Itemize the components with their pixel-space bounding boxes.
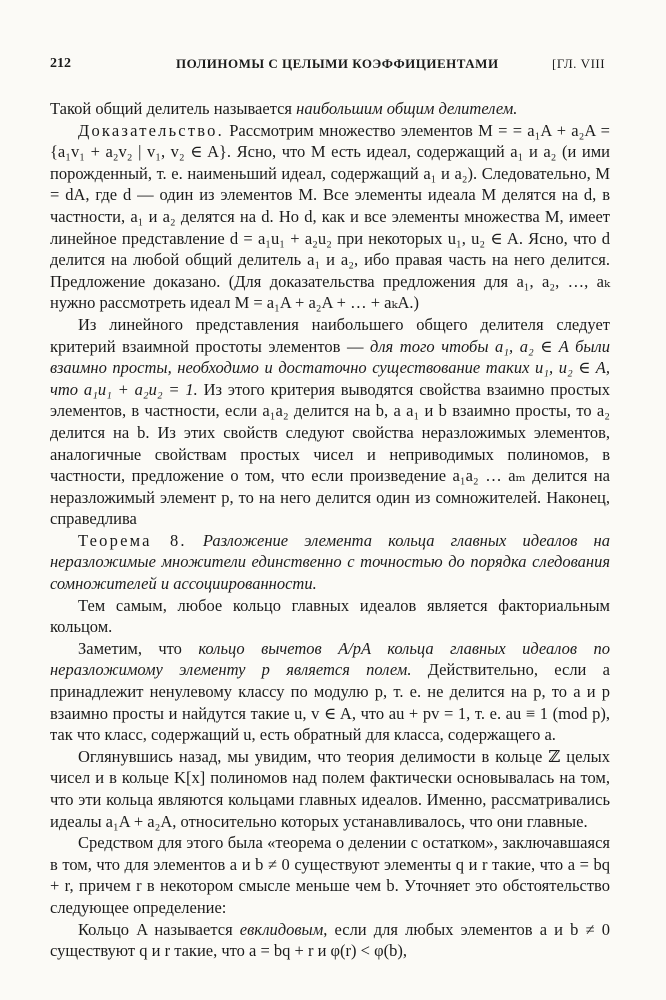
page-header [0,56,666,80]
text-span: Тем самым, любое кольцо главных идеалов является факториальным кольцом. [50,595,610,637]
paragraph [50,314,610,530]
text-span: Рассмотрим множество элементов M = = a₁A + a₂A = {a₁v₁ + a₂v₂ | v₁, v₂ ∈ A}. Ясно, что M есть идеал, содержащий a₁ и a₂ (и ими порожденный, т. е. наименьший идеал, содержащий a₁ и a₂). Следовательно, M = dA, где d — один из элементов M. Все элементы идеала M делятся на d, в частности, a₁ и a₂ делятся на d. Но d, как и все элементы множества M, имеет линейное представление d = a₁u₁ + a₂u₂ при некоторых u₁, u₂ ∈ A. Ясно, что d делится на любой общий делитель a₁ и a₂, ибо правая часть на него делится. Предложение доказано. (Для доказательства предложения для a₁, a₂, …, aₖ нужно рассмотреть идеал M = a₁A + a₂A + … + aₖA.) [50,120,610,313]
text-span-italic: кольцо вычетов A/pA кольца главных идеалов по неразложимому элементу p является полем. [50,638,610,680]
theorem-text: Разложение элемента кольца главных идеалов на неразложимые множители единственно с точностью до порядка следования сомножителей и ассоциированности. [50,530,610,594]
text-span: Оглянувшись назад, мы увидим, что теория делимости в кольце ℤ целых чисел и в кольце K[x] полиномов над полем фактически основывалась на том, что эти кольца являются кольцами главных идеалов. Именно, рассматривались идеалы a₁A + a₂A, относительно которых устанавливалось, что они главные. [50,746,610,831]
text-span: Такой общий делитель называется [50,99,297,118]
paragraph [50,746,610,832]
text-span: Кольцо A называется [78,919,240,939]
text-span-italic: для того чтобы a₁, a₂ ∈ A были взаимно просты, необходимо и достаточно существование таких u₁, u₂ ∈ A, что a₁u₁ + a₂u₂ = 1. [50,336,610,399]
text-span: Средством для этого была «теорема о делении с остатком», заключавшаяся в том, что для элементов a и b ≠ 0 существуют элементы q и r такие, что a = bq + r, причем r в некотором смысле меньше чем b. Уточняет это обстоятельство следующее определение: [50,833,610,917]
chapter-label: [ГЛ. VIII [552,56,606,71]
paragraph [50,595,610,638]
text-span-italic: евклидовым [239,919,324,939]
paragraph [50,832,610,918]
paragraph [50,919,610,962]
text-span: Из этого критерия выводятся свойства взаимно простых элементов, в частности, если a₁a₂ делится на b, а a₁ и b взаимно просты, то a₂ делится на b. Из этих свойств следуют свойства неразложимых элементов, аналогичные свойствам простых чисел и неприводимых полиномов, в частности, предложение о том, что если произведение a₁a₂ … aₘ делится на неразложимый элемент p, то на него делится один из сомножителей. Наконец, справедлива [50,379,610,529]
running-title: ПОЛИНОМЫ С ЦЕЛЫМИ КОЭФФИЦИЕНТАМИ [176,56,499,71]
text-span: Из линейного представления наибольшего общего делителя следует критерий взаимной простоты элементов — [50,314,610,356]
paragraph [50,120,610,314]
body-text [50,98,610,962]
paragraph [50,530,610,595]
text-span: Действительно, если a принадлежит ненулевому классу по модулю p, т. е. не делится на p, то a и p взаимно просты и найдутся такие u, v ∈ A, что au + pv = 1, т. е. au ≡ 1 (mod p), так что класс, содержащий u, есть обратный для класса, содержащего a. [50,660,610,745]
text-span: Заметим, что [78,638,199,658]
paragraph [50,98,610,120]
theorem-heading: Теорема 8. [78,530,187,550]
proof-heading: Доказательство. [78,120,224,140]
page-number: 212 [50,56,71,71]
text-span: , если для любых элементов a и b ≠ 0 существуют q и r такие, что a = bq + r и φ(r) < φ(b), [50,919,610,961]
paragraph [50,638,610,746]
text-span-italic: наибольшим общим делителем. [296,99,518,118]
